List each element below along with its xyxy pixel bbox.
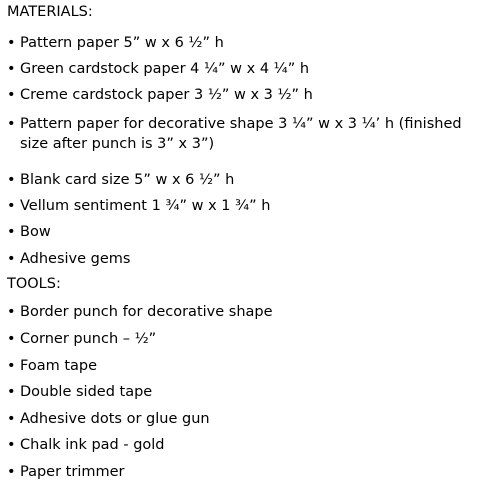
list-item [7, 196, 473, 216]
bullet-icon: • [7, 464, 16, 480]
list-item [7, 382, 473, 402]
bullet-icon: • [7, 304, 16, 320]
list-item [7, 356, 473, 376]
material-item-label: Adhesive gems [20, 251, 131, 267]
list-item [7, 85, 473, 105]
list-item [7, 114, 473, 154]
list-item [7, 462, 473, 482]
bullet-icon: • [7, 411, 16, 427]
list-item [7, 435, 473, 455]
list-item [7, 302, 473, 322]
tool-item-label: Foam tape [20, 358, 98, 374]
tool-item-label: Adhesive dots or glue gun [20, 411, 210, 427]
materials-heading: MATERIALS: [7, 4, 93, 20]
material-item-label: Vellum sentiment 1 ¾” w x 1 ¾” h [20, 198, 271, 214]
bullet-icon: • [7, 224, 16, 240]
bullet-icon: • [7, 331, 16, 347]
list-item [7, 329, 473, 349]
material-item-label: Bow [20, 224, 51, 240]
list-item [7, 59, 473, 79]
tool-item-label: Corner punch – ½” [20, 331, 157, 347]
bullet-icon: • [7, 172, 16, 188]
tool-item-label: Paper trimmer [20, 464, 125, 480]
material-item-label: Creme cardstock paper 3 ½” w x 3 ½” h [20, 87, 313, 103]
list-item [7, 222, 473, 242]
list-item [7, 409, 473, 429]
list-item [7, 170, 473, 190]
list-item [7, 249, 473, 269]
material-item-label: Green cardstock paper 4 ¼” w x 4 ¼” h [20, 61, 310, 77]
bullet-icon: • [7, 87, 16, 103]
bullet-icon: • [7, 116, 16, 132]
tool-item-label: Double sided tape [20, 384, 153, 400]
bullet-icon: • [7, 437, 16, 453]
material-item-label: Pattern paper for decorative shape 3 ¼” w x 3 ¼’ h (finished size after punch is 3” x 3”) [20, 116, 462, 152]
bullet-icon: • [7, 251, 16, 267]
bullet-icon: • [7, 61, 16, 77]
material-item-label: Blank card size 5” w x 6 ½” h [20, 172, 235, 188]
bullet-icon: • [7, 198, 16, 214]
material-item-label: Pattern paper 5” w x 6 ½” h [20, 35, 224, 51]
list-item [7, 33, 473, 53]
bullet-icon: • [7, 358, 16, 374]
bullet-icon: • [7, 384, 16, 400]
bullet-icon: • [7, 35, 16, 51]
tools-heading: TOOLS: [7, 276, 61, 292]
tool-item-label: Chalk ink pad - gold [20, 437, 165, 453]
tool-item-label: Border punch for decorative shape [20, 304, 273, 320]
